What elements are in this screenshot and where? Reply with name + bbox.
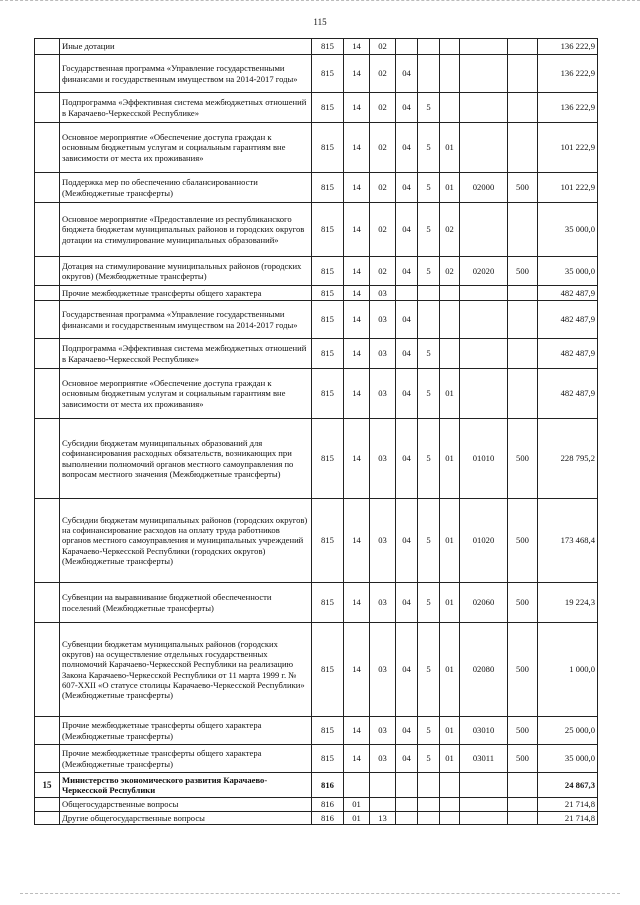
cell-p2: 5 bbox=[418, 717, 440, 745]
cell-gr: 815 bbox=[312, 369, 344, 419]
cell-pr: 03 bbox=[370, 286, 396, 301]
cell-p3 bbox=[440, 339, 460, 369]
cell-name: Подпрограмма «Эффективная система межбюджетных отношений в Карачаево-Черкесской Республике» bbox=[60, 93, 312, 123]
cell-gr: 815 bbox=[312, 39, 344, 55]
cell-rz: 14 bbox=[344, 369, 370, 419]
cell-vr: 500 bbox=[508, 745, 538, 773]
cell-p4: 03011 bbox=[460, 745, 508, 773]
cell-p4 bbox=[460, 812, 508, 825]
cell-rz: 14 bbox=[344, 257, 370, 286]
cell-num bbox=[35, 369, 60, 419]
cell-name: Поддержка мер по обеспечению сбалансированности (Межбюджетные трансферты) bbox=[60, 173, 312, 203]
cell-pr bbox=[370, 773, 396, 798]
cell-vr bbox=[508, 123, 538, 173]
cell-p4 bbox=[460, 93, 508, 123]
cell-sum: 24 867,3 bbox=[538, 773, 598, 798]
cell-p1: 04 bbox=[396, 173, 418, 203]
cell-p4 bbox=[460, 123, 508, 173]
cell-p1: 04 bbox=[396, 623, 418, 717]
cell-p2 bbox=[418, 812, 440, 825]
cell-vr bbox=[508, 798, 538, 812]
table-row bbox=[35, 745, 598, 773]
cell-p1 bbox=[396, 773, 418, 798]
cell-rz: 14 bbox=[344, 286, 370, 301]
cell-p3 bbox=[440, 773, 460, 798]
cell-vr bbox=[508, 93, 538, 123]
cell-num bbox=[35, 339, 60, 369]
cell-p2: 5 bbox=[418, 203, 440, 257]
cell-p2: 5 bbox=[418, 499, 440, 583]
cell-num bbox=[35, 419, 60, 499]
cell-sum: 136 222,9 bbox=[538, 39, 598, 55]
cell-vr: 500 bbox=[508, 257, 538, 286]
cell-p3: 01 bbox=[440, 623, 460, 717]
cell-sum: 482 487,9 bbox=[538, 339, 598, 369]
cell-p4: 02060 bbox=[460, 583, 508, 623]
cell-num bbox=[35, 257, 60, 286]
cell-pr: 03 bbox=[370, 745, 396, 773]
cell-num bbox=[35, 301, 60, 339]
cell-sum: 35 000,0 bbox=[538, 257, 598, 286]
cell-p4: 02080 bbox=[460, 623, 508, 717]
cell-num bbox=[35, 123, 60, 173]
cell-p3 bbox=[440, 812, 460, 825]
cell-sum: 21 714,8 bbox=[538, 798, 598, 812]
cell-rz: 14 bbox=[344, 93, 370, 123]
cell-p1: 04 bbox=[396, 717, 418, 745]
cell-vr bbox=[508, 203, 538, 257]
cell-p1: 04 bbox=[396, 301, 418, 339]
cell-p2: 5 bbox=[418, 583, 440, 623]
cell-num bbox=[35, 173, 60, 203]
table-row bbox=[35, 173, 598, 203]
cell-gr: 815 bbox=[312, 499, 344, 583]
table-row bbox=[35, 203, 598, 257]
cell-p3: 01 bbox=[440, 419, 460, 499]
cell-gr: 815 bbox=[312, 745, 344, 773]
cell-p3: 01 bbox=[440, 499, 460, 583]
cell-num bbox=[35, 583, 60, 623]
cell-p3: 01 bbox=[440, 123, 460, 173]
cell-p4 bbox=[460, 798, 508, 812]
cell-p4 bbox=[460, 773, 508, 798]
cell-p1: 04 bbox=[396, 123, 418, 173]
cell-name: Общегосударственные вопросы bbox=[60, 798, 312, 812]
cell-num bbox=[35, 812, 60, 825]
table-row bbox=[35, 717, 598, 745]
table-row bbox=[35, 286, 598, 301]
cell-gr: 815 bbox=[312, 623, 344, 717]
table-row bbox=[35, 583, 598, 623]
cell-p3: 01 bbox=[440, 173, 460, 203]
cell-p3: 02 bbox=[440, 257, 460, 286]
cell-p3 bbox=[440, 39, 460, 55]
cell-pr: 02 bbox=[370, 55, 396, 93]
cell-name: Прочие межбюджетные трансферты общего характера (Межбюджетные трансферты) bbox=[60, 745, 312, 773]
cell-sum: 101 222,9 bbox=[538, 173, 598, 203]
cell-sum: 482 487,9 bbox=[538, 286, 598, 301]
cell-name: Подпрограмма «Эффективная система межбюджетных отношений в Карачаево-Черкесской Республике» bbox=[60, 339, 312, 369]
table-row bbox=[35, 812, 598, 825]
cell-num bbox=[35, 499, 60, 583]
cell-p4: 01010 bbox=[460, 419, 508, 499]
cell-gr: 815 bbox=[312, 173, 344, 203]
cell-name: Основное мероприятие «Предоставление из республиканского бюджета бюджетам муниципальных районов и городских округов дотации на стимулирование муниципальных образований» bbox=[60, 203, 312, 257]
cell-sum: 136 222,9 bbox=[538, 55, 598, 93]
cell-gr: 815 bbox=[312, 203, 344, 257]
cell-gr: 816 bbox=[312, 773, 344, 798]
cell-vr bbox=[508, 369, 538, 419]
cell-num bbox=[35, 717, 60, 745]
cell-p4: 01020 bbox=[460, 499, 508, 583]
cell-p1: 04 bbox=[396, 55, 418, 93]
cell-rz bbox=[344, 773, 370, 798]
cell-vr: 500 bbox=[508, 499, 538, 583]
cell-gr: 815 bbox=[312, 419, 344, 499]
cell-gr: 815 bbox=[312, 257, 344, 286]
cell-vr bbox=[508, 812, 538, 825]
cell-pr: 03 bbox=[370, 369, 396, 419]
cell-rz: 14 bbox=[344, 123, 370, 173]
cell-p4 bbox=[460, 369, 508, 419]
cell-p1: 04 bbox=[396, 93, 418, 123]
cell-vr: 500 bbox=[508, 173, 538, 203]
cell-num bbox=[35, 286, 60, 301]
cell-name: Другие общегосударственные вопросы bbox=[60, 812, 312, 825]
table-row bbox=[35, 339, 598, 369]
table-row bbox=[35, 39, 598, 55]
cell-num bbox=[35, 623, 60, 717]
page-top-edge bbox=[0, 0, 640, 7]
cell-num bbox=[35, 55, 60, 93]
cell-p3 bbox=[440, 93, 460, 123]
cell-p4: 03010 bbox=[460, 717, 508, 745]
cell-p2: 5 bbox=[418, 419, 440, 499]
cell-p2 bbox=[418, 301, 440, 339]
cell-p2: 5 bbox=[418, 623, 440, 717]
table-row bbox=[35, 773, 598, 798]
table-row bbox=[35, 499, 598, 583]
cell-vr: 500 bbox=[508, 717, 538, 745]
cell-p3: 01 bbox=[440, 717, 460, 745]
cell-sum: 21 714,8 bbox=[538, 812, 598, 825]
cell-p4: 02000 bbox=[460, 173, 508, 203]
page-bottom-edge bbox=[20, 893, 620, 894]
cell-sum: 101 222,9 bbox=[538, 123, 598, 173]
cell-vr: 500 bbox=[508, 583, 538, 623]
cell-rz: 14 bbox=[344, 173, 370, 203]
table-row bbox=[35, 623, 598, 717]
cell-sum: 173 468,4 bbox=[538, 499, 598, 583]
cell-p4: 02020 bbox=[460, 257, 508, 286]
cell-p2 bbox=[418, 39, 440, 55]
cell-rz: 14 bbox=[344, 301, 370, 339]
cell-p2: 5 bbox=[418, 173, 440, 203]
cell-rz: 01 bbox=[344, 798, 370, 812]
cell-sum: 25 000,0 bbox=[538, 717, 598, 745]
cell-p4 bbox=[460, 286, 508, 301]
cell-name: Государственная программа «Управление государственными финансами и государственным имуществом на 2014-2017 годы» bbox=[60, 301, 312, 339]
cell-rz: 14 bbox=[344, 623, 370, 717]
cell-p1: 04 bbox=[396, 419, 418, 499]
cell-rz: 14 bbox=[344, 745, 370, 773]
cell-name: Прочие межбюджетные трансферты общего характера bbox=[60, 286, 312, 301]
cell-rz: 14 bbox=[344, 339, 370, 369]
cell-sum: 35 000,0 bbox=[538, 203, 598, 257]
cell-pr: 02 bbox=[370, 123, 396, 173]
cell-p1: 04 bbox=[396, 203, 418, 257]
cell-gr: 815 bbox=[312, 93, 344, 123]
cell-rz: 14 bbox=[344, 39, 370, 55]
cell-p2: 5 bbox=[418, 339, 440, 369]
cell-p3 bbox=[440, 798, 460, 812]
cell-gr: 815 bbox=[312, 301, 344, 339]
cell-p3 bbox=[440, 286, 460, 301]
cell-sum: 228 795,2 bbox=[538, 419, 598, 499]
cell-rz: 14 bbox=[344, 717, 370, 745]
cell-p2: 5 bbox=[418, 745, 440, 773]
cell-pr: 03 bbox=[370, 499, 396, 583]
cell-rz: 14 bbox=[344, 203, 370, 257]
cell-name: Субсидии бюджетам муниципальных образований для софинансирования расходных обязательств, возникающих при выполнении полномочий органов местного самоуправления по вопросам местного значения (Межбюджетные трансферты) bbox=[60, 419, 312, 499]
cell-pr: 03 bbox=[370, 583, 396, 623]
cell-name: Основное мероприятие «Обеспечение доступа граждан к основным бюджетным услугам и социальным гарантиям вне зависимости от места их проживания» bbox=[60, 369, 312, 419]
cell-p4 bbox=[460, 39, 508, 55]
cell-vr bbox=[508, 773, 538, 798]
cell-sum: 482 487,9 bbox=[538, 369, 598, 419]
cell-rz: 14 bbox=[344, 583, 370, 623]
cell-p1: 04 bbox=[396, 339, 418, 369]
cell-num bbox=[35, 798, 60, 812]
cell-p1: 04 bbox=[396, 257, 418, 286]
cell-pr: 03 bbox=[370, 419, 396, 499]
cell-p2: 5 bbox=[418, 257, 440, 286]
cell-p4 bbox=[460, 339, 508, 369]
cell-p1 bbox=[396, 286, 418, 301]
cell-num bbox=[35, 39, 60, 55]
cell-sum: 1 000,0 bbox=[538, 623, 598, 717]
cell-sum: 136 222,9 bbox=[538, 93, 598, 123]
cell-vr bbox=[508, 301, 538, 339]
cell-p1 bbox=[396, 812, 418, 825]
cell-p2 bbox=[418, 773, 440, 798]
cell-pr: 02 bbox=[370, 173, 396, 203]
cell-gr: 815 bbox=[312, 286, 344, 301]
cell-pr: 02 bbox=[370, 39, 396, 55]
cell-p1: 04 bbox=[396, 583, 418, 623]
cell-sum: 482 487,9 bbox=[538, 301, 598, 339]
cell-p3 bbox=[440, 55, 460, 93]
cell-name: Иные дотации bbox=[60, 39, 312, 55]
table-row bbox=[35, 257, 598, 286]
table-row bbox=[35, 93, 598, 123]
cell-p4 bbox=[460, 203, 508, 257]
cell-gr: 816 bbox=[312, 812, 344, 825]
budget-table bbox=[34, 38, 598, 825]
cell-p2 bbox=[418, 55, 440, 93]
cell-pr: 02 bbox=[370, 203, 396, 257]
cell-sum: 35 000,0 bbox=[538, 745, 598, 773]
cell-pr: 13 bbox=[370, 812, 396, 825]
cell-pr: 03 bbox=[370, 717, 396, 745]
cell-p1: 04 bbox=[396, 369, 418, 419]
cell-pr: 03 bbox=[370, 339, 396, 369]
cell-p2: 5 bbox=[418, 369, 440, 419]
cell-rz: 14 bbox=[344, 499, 370, 583]
cell-p2: 5 bbox=[418, 93, 440, 123]
cell-rz: 01 bbox=[344, 812, 370, 825]
cell-p3: 02 bbox=[440, 203, 460, 257]
cell-vr bbox=[508, 55, 538, 93]
cell-name: Субвенции бюджетам муниципальных районов (городских округов) на осуществление отдельных государственных полномочий Карачаево-Черкесской Республики на реализацию Закона Карачаево-Черкесской Республики от 11 марта 1999 г. № 607-XXII «О статусе столицы Карачаево-Черкесской Республики» (Межбюджетные трансферты) bbox=[60, 623, 312, 717]
cell-name: Субсидии бюджетам муниципальных районов (городских округов) на софинансирование расходов на оплату труда работников органов местного самоуправления и муниципальных учреждений Карачаево-Черкесской Республики (городских округов) (Межбюджетные трансферты) bbox=[60, 499, 312, 583]
cell-vr: 500 bbox=[508, 623, 538, 717]
cell-p3 bbox=[440, 301, 460, 339]
table-row bbox=[35, 301, 598, 339]
cell-p3: 01 bbox=[440, 583, 460, 623]
cell-pr: 02 bbox=[370, 257, 396, 286]
cell-rz: 14 bbox=[344, 55, 370, 93]
cell-p1 bbox=[396, 39, 418, 55]
cell-vr bbox=[508, 286, 538, 301]
table-row bbox=[35, 419, 598, 499]
cell-num: 15 bbox=[35, 773, 60, 798]
table-row bbox=[35, 55, 598, 93]
cell-name: Прочие межбюджетные трансферты общего характера (Межбюджетные трансферты) bbox=[60, 717, 312, 745]
cell-vr bbox=[508, 339, 538, 369]
cell-num bbox=[35, 203, 60, 257]
cell-gr: 815 bbox=[312, 717, 344, 745]
cell-name: Министерство экономического развития Карачаево-Черкесской Республики bbox=[60, 773, 312, 798]
cell-p2: 5 bbox=[418, 123, 440, 173]
cell-num bbox=[35, 93, 60, 123]
cell-name: Государственная программа «Управление государственными финансами и государственным имуществом на 2014-2017 годы» bbox=[60, 55, 312, 93]
cell-pr: 03 bbox=[370, 301, 396, 339]
cell-p2 bbox=[418, 286, 440, 301]
cell-gr: 815 bbox=[312, 55, 344, 93]
cell-p3: 01 bbox=[440, 745, 460, 773]
cell-name: Основное мероприятие «Обеспечение доступа граждан к основным бюджетным услугам и социальным гарантиям вне зависимости от места их проживания» bbox=[60, 123, 312, 173]
cell-p2 bbox=[418, 798, 440, 812]
cell-num bbox=[35, 745, 60, 773]
cell-p4 bbox=[460, 55, 508, 93]
cell-p4 bbox=[460, 301, 508, 339]
cell-vr bbox=[508, 39, 538, 55]
cell-pr: 03 bbox=[370, 623, 396, 717]
table-row bbox=[35, 123, 598, 173]
cell-gr: 815 bbox=[312, 123, 344, 173]
cell-pr bbox=[370, 798, 396, 812]
page-number: 115 bbox=[313, 17, 327, 27]
cell-vr: 500 bbox=[508, 419, 538, 499]
table-row bbox=[35, 369, 598, 419]
cell-sum: 19 224,3 bbox=[538, 583, 598, 623]
cell-name: Дотация на стимулирование муниципальных районов (городских округов) (Межбюджетные трансферты) bbox=[60, 257, 312, 286]
cell-p3: 01 bbox=[440, 369, 460, 419]
cell-gr: 816 bbox=[312, 798, 344, 812]
cell-p1: 04 bbox=[396, 499, 418, 583]
cell-p1: 04 bbox=[396, 745, 418, 773]
cell-pr: 02 bbox=[370, 93, 396, 123]
cell-name: Субвенции на выравнивание бюджетной обеспеченности поселений (Межбюджетные трансферты) bbox=[60, 583, 312, 623]
table-row bbox=[35, 798, 598, 812]
cell-p1 bbox=[396, 798, 418, 812]
cell-gr: 815 bbox=[312, 339, 344, 369]
cell-gr: 815 bbox=[312, 583, 344, 623]
cell-rz: 14 bbox=[344, 419, 370, 499]
